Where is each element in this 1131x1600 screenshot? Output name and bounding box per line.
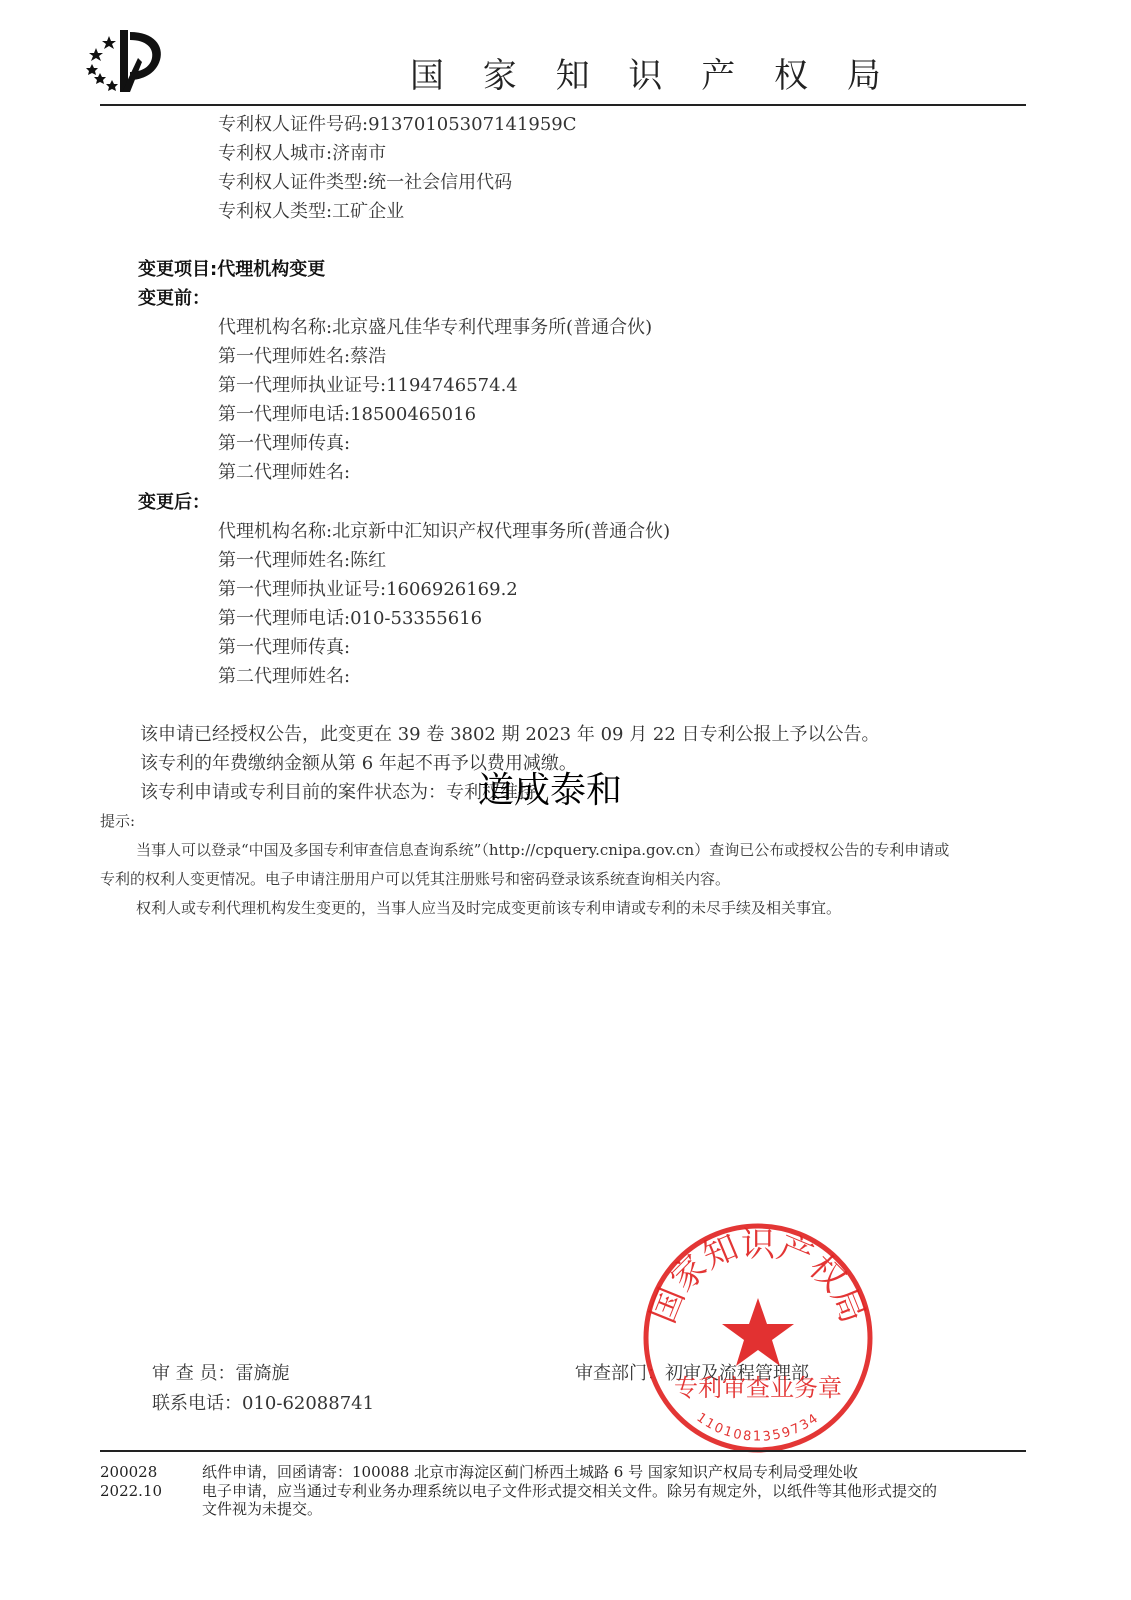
after-first-agent-phone: 第一代理师电话:010-53355616 — [218, 608, 483, 629]
hint-paragraph-1-line-2: 专利的权利人变更情况。电子申请注册用户可以凭其注册账号和密码登录该系统查询相关内容。 — [100, 870, 731, 888]
examiner: 审 查 员：雷旖旎 — [152, 1363, 290, 1384]
statement-announcement: 该申请已经授权公告，此变更在 39 卷 3802 期 2023 年 09 月 22 日专利公报上予以公告。 — [140, 724, 880, 745]
office-title: 国 家 知 识 产 权 局 — [410, 56, 895, 96]
after-agency-name: 代理机构名称:北京新中汇知识产权代理事务所(普通合伙) — [218, 521, 671, 542]
before-label: 变更前： — [138, 288, 210, 309]
statement-fee: 该专利的年费缴纳金额从第 6 年起不再予以费用减缴。 — [140, 753, 577, 774]
before-agency-name: 代理机构名称:北京盛凡佳华专利代理事务所(普通合伙) — [218, 317, 653, 338]
before-first-agent-fax: 第一代理师传真: — [218, 433, 351, 454]
after-label: 变更后： — [138, 492, 210, 513]
cnipa-logo-icon — [82, 28, 166, 94]
hint-paragraph-2: 权利人或专利代理机构发生变更的，当事人应当及时完成变更前该专利申请或专利的未尽手续及相关事宜。 — [136, 899, 842, 917]
patentee-city: 专利权人城市:济南市 — [218, 143, 387, 164]
hint-paragraph-1-line-1: 当事人可以登录“中国及多国专利审查信息查询系统”（http://cpquery.cnipa.gov.cn）查询已公布或授权公告的专利申请或 — [136, 841, 950, 859]
seal-number: 1101081359734 — [693, 1410, 823, 1445]
statement-status: 该专利申请或专利目前的案件状态为：专利权维持 — [140, 782, 536, 803]
examining-department: 审查部门：初审及流程管理部 — [575, 1363, 809, 1384]
seal-bottom-text: 专利审查业务章 — [674, 1374, 842, 1402]
seal-arc-text: 国家知识产权局 — [643, 1224, 873, 1329]
before-first-agent-phone: 第一代理师电话:18500465016 — [218, 404, 477, 425]
contact-phone: 联系电话：010-62088741 — [152, 1393, 375, 1414]
watermark-text: 道成泰和 — [478, 770, 623, 811]
hint-label: 提示: — [100, 812, 136, 830]
footer-electronic-notice-cont: 文件视为未提交。 — [202, 1500, 323, 1518]
change-item: 变更项目:代理机构变更 — [138, 259, 326, 280]
header-rule — [100, 104, 1026, 106]
form-code: 200028 — [100, 1463, 158, 1481]
official-seal — [638, 1218, 878, 1458]
after-second-agent-name: 第二代理师姓名: — [218, 666, 351, 687]
patentee-id-number: 专利权人证件号码:91370105307141959C — [218, 114, 577, 135]
before-second-agent-name: 第二代理师姓名: — [218, 462, 351, 483]
footer-electronic-notice: 电子申请，应当通过专利业务办理系统以电子文件形式提交相关文件。除另有规定外，以纸件等其他形式提交的 — [202, 1482, 938, 1500]
patentee-type: 专利权人类型:工矿企业 — [218, 201, 405, 222]
after-first-agent-license: 第一代理师执业证号:1606926169.2 — [218, 579, 518, 600]
footer-rule — [100, 1450, 1026, 1452]
before-first-agent-license: 第一代理师执业证号:1194746574.4 — [218, 375, 518, 396]
after-first-agent-fax: 第一代理师传真: — [218, 637, 351, 658]
form-version: 2022.10 — [100, 1482, 163, 1500]
patentee-id-type: 专利权人证件类型:统一社会信用代码 — [218, 172, 513, 193]
footer-paper-address: 纸件申请，回函请寄：100088 北京市海淀区蓟门桥西土城路 6 号 国家知识产权局专利局受理处收 — [202, 1463, 858, 1481]
before-first-agent-name: 第一代理师姓名:蔡浩 — [218, 346, 387, 367]
after-first-agent-name: 第一代理师姓名:陈红 — [218, 550, 387, 571]
